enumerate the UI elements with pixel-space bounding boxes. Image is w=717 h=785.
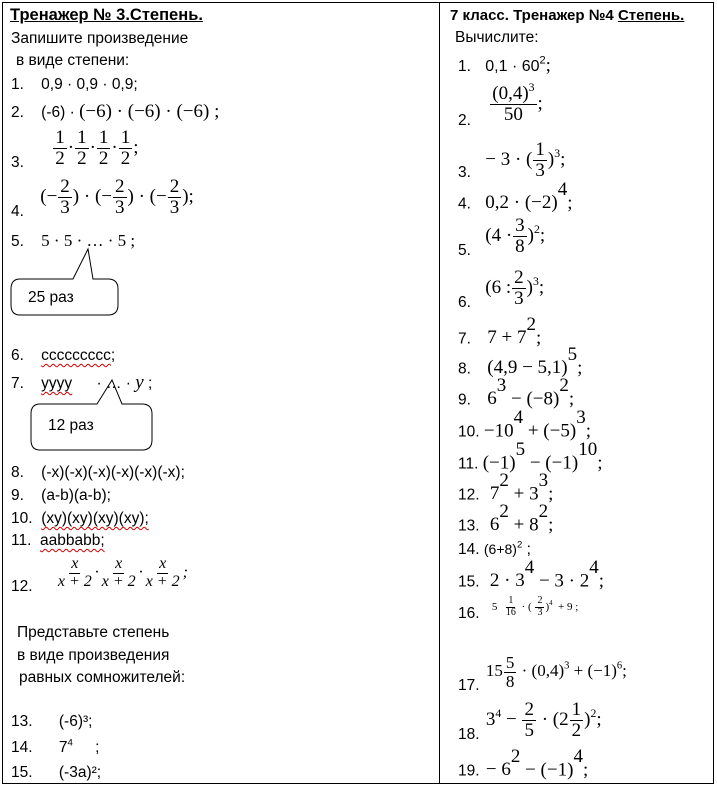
list-item: 9. (a-b)(a-b); [11,487,111,504]
list-item: 15. (-3а)²; [11,764,102,781]
list-item: 4. (− $\frac{2}{3}$ ) · (− $\frac{2}{3}$ ) · (− $\frac{2}{3}$ ); [11,176,194,220]
instruction-line: в виде произведения [17,647,170,664]
list-item: 10. $-10^4 + (-5)^3$; [458,407,591,442]
list-item: 5. 5 · 5 · … · 5 ; [11,231,136,250]
list-item: 12. $\frac{x}{x + 2}$ · $\frac{x}{x + 2}$ · $\frac{x}{x + 2}$ ; [11,555,188,595]
list-item: 9. $6^3 - (-8)^2$; [458,375,575,410]
list-item: 12. $7^2 + 3^3$; [458,470,554,505]
list-item: 1. 0,9 · 0,9 · 0,9; [11,76,138,93]
list-item: 6. (6 : $\frac{2}{3}$ )$^3$; [458,267,545,311]
instruction-line: в виде степени: [16,52,130,69]
list-item: 16. 5 $\frac{1}{16}$ · ( $\frac{2}{3}$ )$^4$ + 9 ; [458,595,579,622]
list-item: 17. 15 $\frac{5}{8}$ · $(0,4)^3 + (-1)^6$; [458,653,627,695]
list-item: 13. (-6)³; [11,713,93,730]
instruction-line: Вычислите: [455,29,539,46]
right-title: 7 класс. Тренажер №4 Степень. [450,7,685,24]
instruction-line: Запишите произведение [11,30,189,47]
list-item: 10. (xy)(xy)(xy)(xy); [11,510,149,527]
list-item: 4. $0,2 \cdot (-2)^4$; [458,179,573,214]
instruction-line: Представьте степень [17,624,170,641]
list-item: 7. уууу · … · y ; [11,372,153,393]
instruction-line: равных сомножителей: [19,669,186,686]
callout-text: 12 раз [48,417,94,434]
list-item: 3. $\frac{1}{2}$ · $\frac{1}{2}$ · $\frac{1}{2}$ · $\frac{1}{2}$ ; [11,127,139,171]
list-item: 13. $6^2 + 8^2$; [458,501,554,536]
list-item: 14. $7^4$ ; [11,737,100,756]
list-item: 11. $(-1)^5 - (-1)^{10}$; [458,439,603,474]
list-item: 3. − 3 · ( $\frac{1}{3}$ )$^3$; [458,139,566,181]
list-item: 6. ссссссссс; [11,347,116,364]
list-item: 15. $2 \cdot 3^4 - 3 \cdot 2^4$; [458,557,605,592]
list-item: 7. $7 + 7^2$; [458,314,542,349]
callout-text: 25 раз [28,289,74,306]
list-item: 18. $3^4$ − $\frac{2}{5}$ · (2 $\frac{1}{2}$ )$^2$; [458,699,602,743]
list-item: 14. $(6+8)^2$ ; [458,539,531,558]
list-item: 1. $0,1 \cdot 60^2$; [458,54,551,76]
list-item: 19. − $6^2 - (-1)^4$; [458,746,589,781]
list-item: 2. (-6) · (−6) · (−6) · (−6) ; [11,101,220,122]
left-title: Тренажер № 3.Степень. [10,6,203,24]
list-item: 11. aabbabb; [11,532,105,549]
list-item: 8. (-x)(-x)(-x)(-x)(-x)(-x); [11,464,185,481]
list-item: 5. (4 · $\frac{3}{8}$ )$^2$; [458,215,546,259]
list-item: 8. $(4,9 - 5,1)^5$; [458,344,583,379]
list-item: 2. $\frac{(0,4)^3}{50}$ ; [458,80,543,129]
